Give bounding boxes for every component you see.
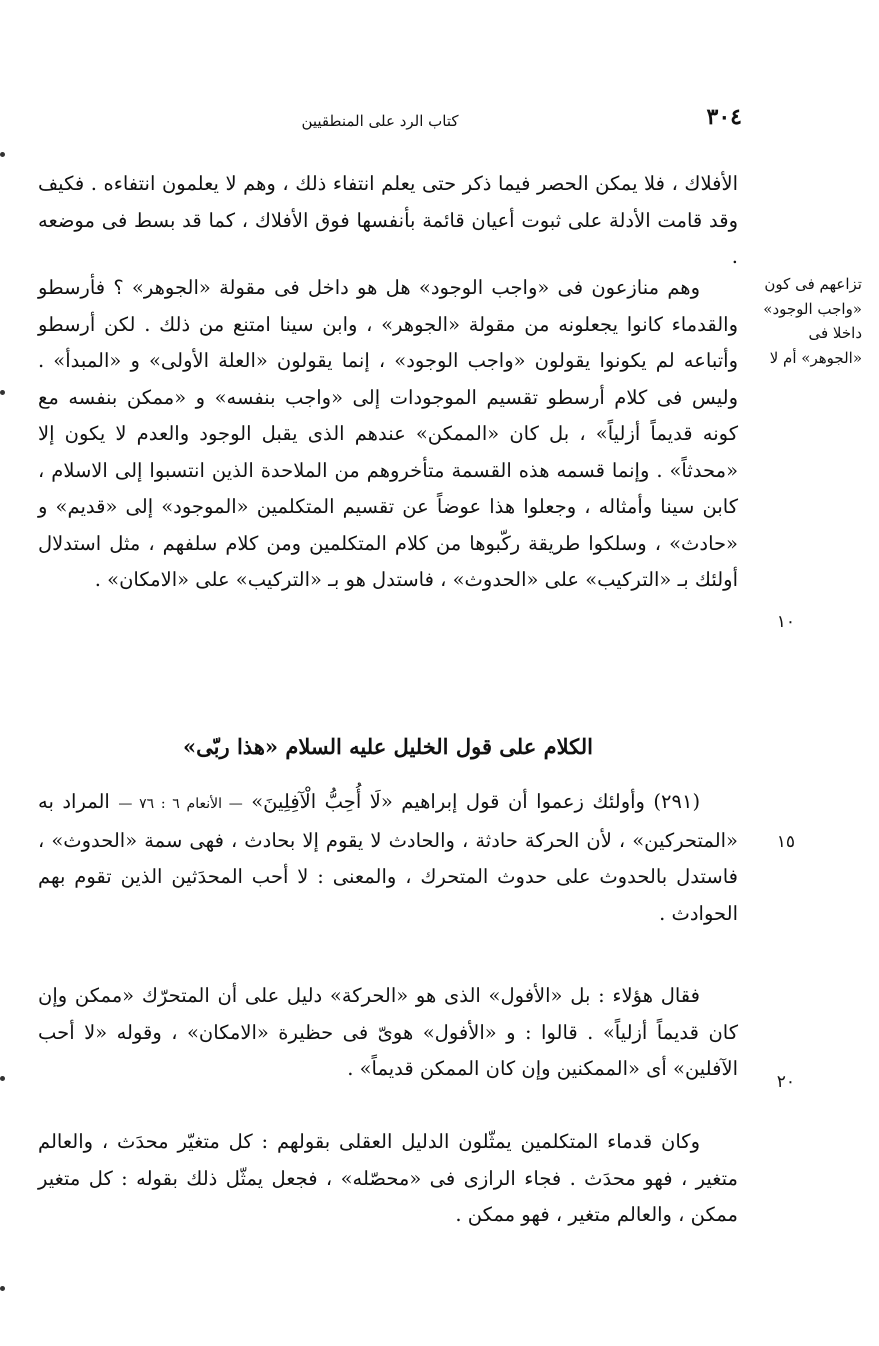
paragraph-2-text: وهم منازعون فى «واجب الوجود» هل هو داخل فى مقولة «الجوهر» ؟ فأرسطو والقدماء كانوا يجعلونه من مقولة «الجوهر» ، وابن سينا امتنع من ذلك . لكن أرسطو وأتباعه لم يكونوا يقولون «واجب الوجود» ، إنما يقولون «العلة الأولى» و «المبدأ» . وليس فى كلام أرسطو تقسيم الموجودات إلى «واجب بنفسه» و «ممكن بنفسه مع كونه قديماً أزلياً» ، بل كان «الممكن» عندهم الذى يقبل الوجود والعدم لا يكون إلا «محدثاً» . وإنما قسمه هذه القسمة متأخروهم من الملاحدة الذين انتسبوا إلى الاسلام ، كابن سينا وأمثاله ، وجعلوا هذا عوضاً عن تقسيم المتكلمين «الموجود» إلى «قديم» و «حادث» ، وسلكوا طريقة ركّبوها من كلام المتكلمين ومن كلام سلفهم ، مثل استدلال أولئك بـ «التركيب» على «الحدوث» ، فاستدل هو بـ «التركيب» على «الامكان» . <box>38 276 738 591</box>
line-number-15: ١٥ <box>776 832 795 852</box>
paragraph-1-text: الأفلاك ، فلا يمكن الحصر فيما ذكر حتى يعلم انتفاء ذلك ، وهم لا يعلمون انتفاءه . فكيف وقد قامت الأدلة على ثبوت أعيان قائمة بأنفسها فوق الأفلاك ، كما قد بسط فى موضعه . <box>38 172 738 268</box>
quran-reference: — الأنعام ٦ : ٧٦ — <box>118 796 243 812</box>
paragraph-4 <box>38 978 738 1088</box>
paragraph-5 <box>38 1124 738 1234</box>
scan-mark <box>0 152 5 157</box>
scan-mark <box>0 1286 5 1291</box>
scan-mark <box>0 1076 5 1081</box>
margin-note: تزاعهم فى كون «واجب الوجود» داخلا فى «الجوهر» أم لا <box>763 275 862 367</box>
paragraph-2 <box>38 270 738 599</box>
paragraph-3 <box>38 784 738 932</box>
paragraph-3-text <box>38 784 738 932</box>
paragraph-4-text: فقال هؤلاء : بل «الأفول» الذى هو «الحركة» دليل على أن المتحرّك «ممكن وإن كان قديماً أزلياً» . قالوا : و «الأفول» هوىّ فى حظيرة «الامكان» ، وقوله «لا أحب الآفلين» أى «الممكنين وإن كان الممكن قديماً» . <box>38 984 738 1080</box>
paragraph-3-rest: المراد به «المتحركين» ، لأن الحركة حادثة ، والحادث لا يقوم إلا بحادث ، فهى سمة «الحدوث» ، فاستدل بالحدوث على حدوث المتحرك ، والمعنى : لا أحب المحدَثين الذين تقوم بهم الحوادث . <box>38 790 738 925</box>
line-number-10: ١٠ <box>776 612 795 632</box>
page-number: ٣٠٤ <box>706 104 742 130</box>
paragraph-3-lead: (٢٩١) وأولئك زعموا أن قول إبراهيم «لَا أُحِبُّ الْآفِلِينَ» <box>251 790 701 813</box>
paragraph-1 <box>38 166 738 276</box>
scan-mark <box>0 390 5 395</box>
paragraph-5-text: وكان قدماء المتكلمين يمثّلون الدليل العقلى بقولهم : كل متغيّر محدَث ، والعالم متغير ، فهو محدَث . فجاء الرازى فى «محصّله» ، فجعل يمثّل ذلك بقوله : كل متغير ممكن ، والعالم متغير ، فهو ممكن . <box>38 1130 738 1226</box>
line-number-20: ٢٠ <box>776 1072 795 1092</box>
running-header-title: كتاب الرد على المنطقيين <box>301 112 459 130</box>
section-heading: الكلام على قول الخليل عليه السلام «هذا ربّى» <box>183 734 593 759</box>
